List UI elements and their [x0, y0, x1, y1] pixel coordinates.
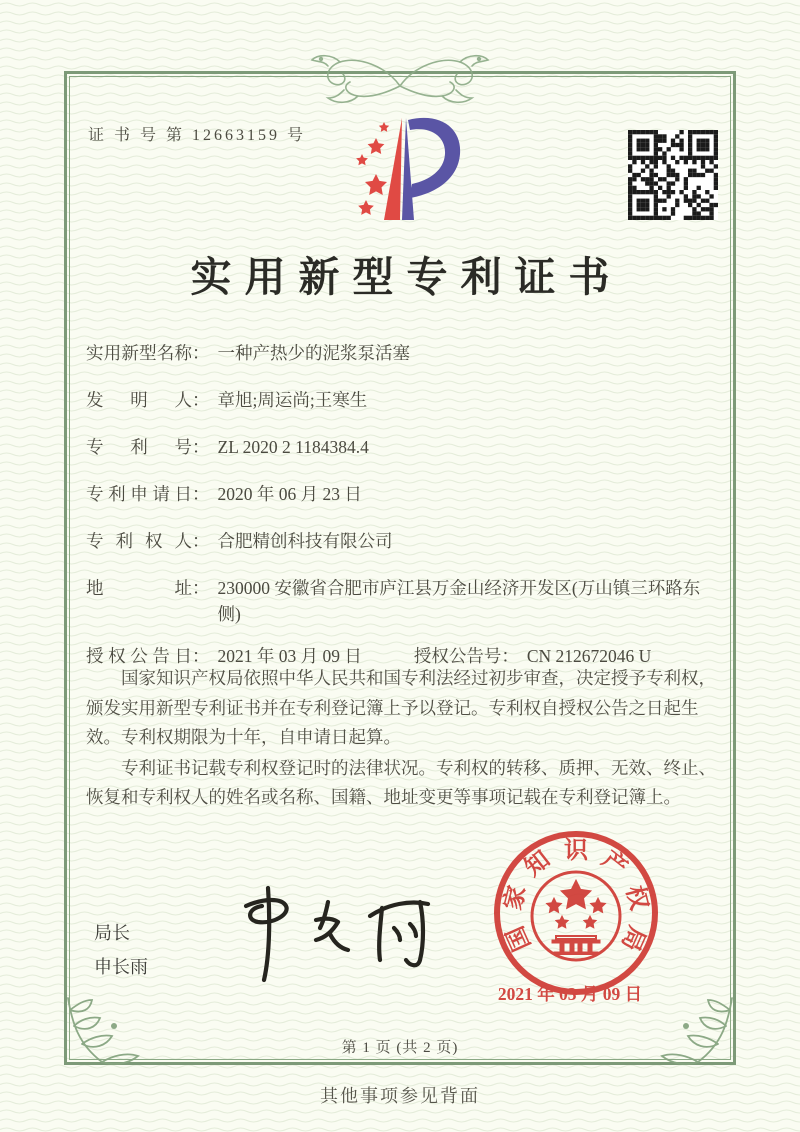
field-value: 2020 年 06 月 23 日	[217, 484, 362, 504]
cnipa-logo-icon	[332, 110, 472, 228]
signer-block	[94, 916, 148, 984]
legal-paragraph-1: 国家知识产权局依照中华人民共和国专利法经过初步审查，决定授予专利权，颁发实用新型专利证书并在专利登记簿上予以登记。专利权自授权公告之日起生效。专利权期限为十年，自申请日起算。	[86, 668, 716, 747]
seal-char: 国	[502, 921, 537, 955]
field-grant-date: 授权公告日 ： 2021 年 03 月 09 日	[86, 643, 362, 669]
seal-char: 产	[596, 846, 632, 882]
seal-char: 知	[520, 846, 556, 882]
field-label: 授权公告号	[413, 646, 502, 666]
signer-role: 局长	[94, 923, 130, 943]
field-value: 章旭;周运尚;王寒生	[217, 390, 368, 410]
field-inventors: 发明人 ： 章旭;周运尚;王寒生	[86, 387, 720, 413]
signer-name: 申长雨	[94, 957, 148, 977]
certificate-number: 证 书 号 第 12663159 号	[88, 127, 307, 144]
field-label: 专利权人	[86, 531, 192, 551]
seal-char: 局	[615, 921, 650, 955]
seal-char: 识	[564, 838, 588, 864]
director-signature	[212, 876, 442, 991]
field-address: 地址 ： 230000 安徽省合肥市庐江县万金山经济开发区(万山镇三环路东侧)	[86, 575, 720, 627]
field-value: 合肥精创科技有限公司	[217, 531, 393, 551]
legal-paragraph-2: 专利证书记载专利权登记时的法律状况。专利权的转移、质押、无效、终止、恢复和专利权人的姓名或名称、国籍、地址变更等事项记载在专利登记簿上。	[86, 757, 716, 807]
field-patent-number: 专利号 ： ZL 2020 2 1184384.4	[86, 434, 720, 460]
field-label: 专利号	[86, 437, 192, 457]
field-value: 230000 安徽省合肥市庐江县万金山经济开发区(万山镇三环路东侧)	[217, 578, 701, 624]
certificate-fields	[86, 340, 720, 690]
field-label: 发明人	[86, 390, 192, 410]
qr-code	[628, 130, 718, 220]
field-application-date: 专利申请日 ： 2020 年 06 月 23 日	[86, 481, 720, 507]
field-grant-number: 授权公告号 ： CN 212672046 U	[414, 643, 651, 669]
field-utility-model-name: 实用新型名称 ： 一种产热少的泥浆泵活塞	[86, 340, 720, 366]
official-seal	[470, 828, 682, 1018]
top-dragon-ornament-icon	[288, 46, 512, 108]
field-label: 专利申请日	[86, 484, 192, 504]
field-value: 2021 年 03 月 09 日	[217, 646, 362, 666]
certificate-title: 实用新型专利证书	[190, 254, 623, 300]
page-indicator: 第 1 页 (共 2 页)	[341, 1040, 459, 1056]
field-label: 实用新型名称	[86, 343, 192, 363]
field-label: 授权公告日	[86, 646, 192, 666]
seal-date: 2021 年 03 月 09 日	[497, 984, 643, 1004]
seal-char: 权	[620, 883, 652, 913]
field-value: ZL 2020 2 1184384.4	[217, 437, 369, 457]
back-side-note: 其他事项参见背面	[320, 1086, 480, 1106]
field-label: 地址	[86, 578, 192, 598]
field-value: CN 212672046 U	[526, 646, 652, 666]
seal-char: 家	[500, 883, 532, 913]
field-patentee: 专利权人 ： 合肥精创科技有限公司	[86, 528, 720, 554]
field-value: 一种产热少的泥浆泵活塞	[217, 343, 410, 363]
legal-body-text	[86, 664, 720, 814]
